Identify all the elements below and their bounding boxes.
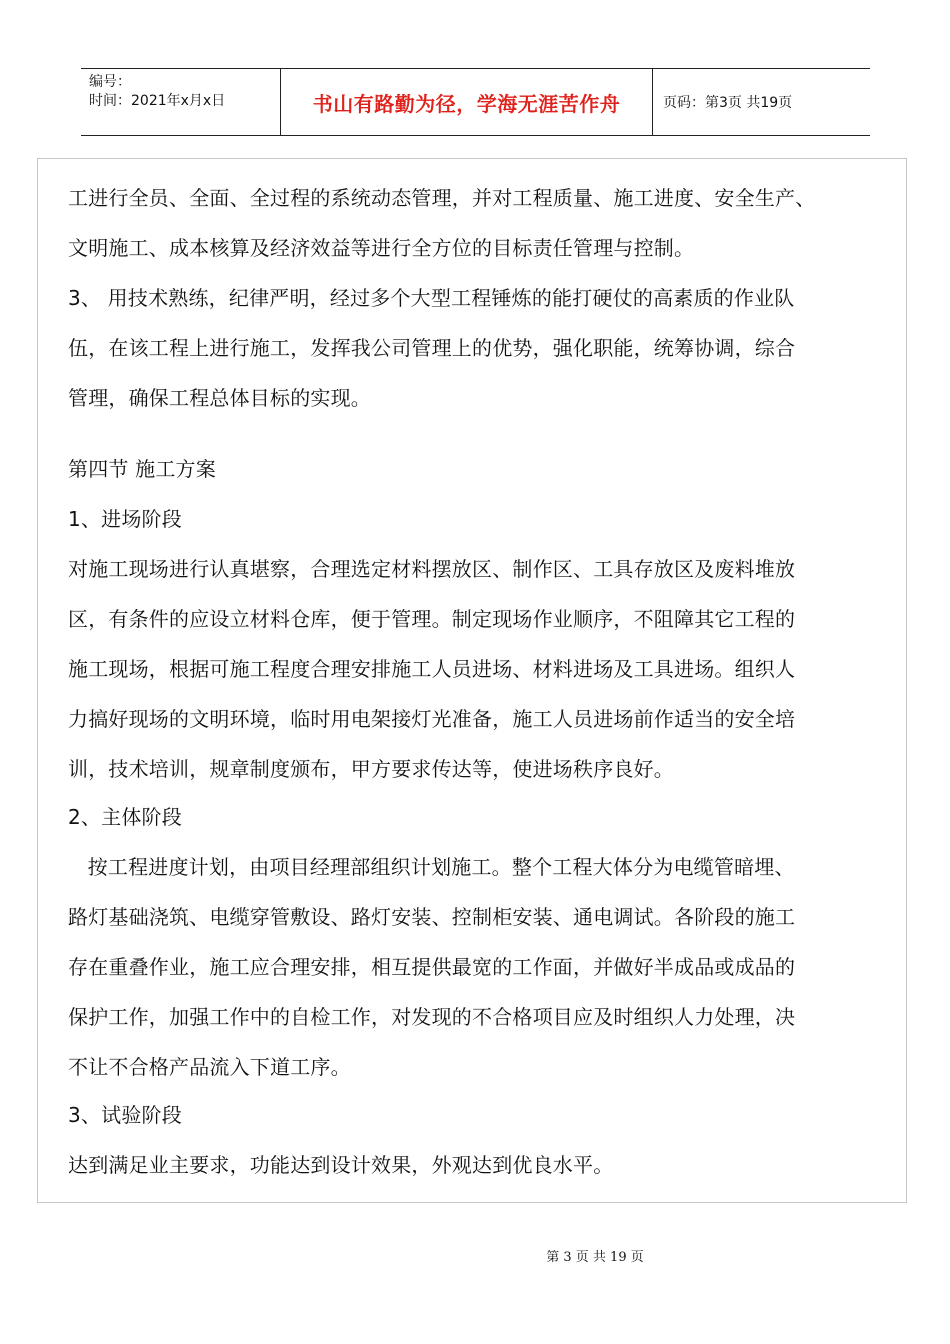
text-line: 区，有条件的应设立材料仓库，便于管理。制定现场作业顺序，不阻障其它工程的 — [68, 607, 796, 631]
text-line: 存在重叠作业，施工应合理安排，相互提供最宽的工作面，并做好半成品或成品的 — [68, 955, 796, 979]
text-line: 工进行全员、全面、全过程的系统动态管理，并对工程质量、施工进度、安全生产、 — [68, 186, 816, 210]
text-line: 管理，确保工程总体目标的实现。 — [68, 386, 371, 410]
page-footer: 第 3 页 共 19 页 — [546, 1250, 644, 1265]
header-meta — [81, 69, 281, 135]
text-line: 训，技术培训，规章制度颁布，甲方要求传达等，使进场秩序良好。 — [68, 757, 674, 781]
text-line: 施工现场，根据可施工程度合理安排施工人员进场、材料进场及工具进场。组织人 — [68, 657, 796, 681]
text-line: 对施工现场进行认真堪察，合理选定材料摆放区、制作区、工具存放区及废料堆放 — [68, 557, 796, 581]
text-line: 达到满足业主要求，功能达到设计效果，外观达到优良水平。 — [68, 1153, 614, 1177]
section-heading: 第四节 施工方案 — [68, 457, 216, 481]
text-line: 力搞好现场的文明环境，临时用电架接灯光准备，施工人员进场前作适当的安全培 — [68, 707, 796, 731]
number-label: 编号： — [89, 74, 131, 90]
text-line: 路灯基础浇筑、电缆穿管敷设、路灯安装、控制柜安装、通电调试。各阶段的施工 — [68, 905, 796, 929]
date-label: 时间：2021年x月x日 — [89, 93, 226, 109]
motto-text: 书山有路勤为径，学海无涯苦作舟 — [312, 91, 621, 116]
document-header — [81, 68, 870, 136]
subsection-heading: 1、进场阶段 — [68, 507, 182, 531]
text-line: 3、 用技术熟练，纪律严明，经过多个大型工程锤炼的能打硬仗的高素质的作业队 — [68, 286, 795, 310]
header-motto-cell — [281, 69, 653, 135]
text-line: 不让不合格产品流入下道工序。 — [68, 1055, 351, 1079]
text-line: 文明施工、成本核算及经济效益等进行全方位的目标责任管理与控制。 — [68, 236, 695, 260]
text-line: 伍，在该工程上进行施工，发挥我公司管理上的优势，强化职能，统筹协调，综合 — [68, 336, 796, 360]
header-page-info — [653, 69, 870, 135]
text-line: 保护工作，加强工作中的自检工作，对发现的不合格项目应及时组织人力处理，决 — [68, 1005, 796, 1029]
subsection-heading: 3、试验阶段 — [68, 1103, 182, 1127]
page-info-text: 页码：第3页 共19页 — [663, 95, 793, 111]
text-line: 按工程进度计划，由项目经理部组织计划施工。整个工程大体分为电缆管暗埋、 — [68, 855, 795, 879]
subsection-heading: 2、主体阶段 — [68, 805, 182, 829]
